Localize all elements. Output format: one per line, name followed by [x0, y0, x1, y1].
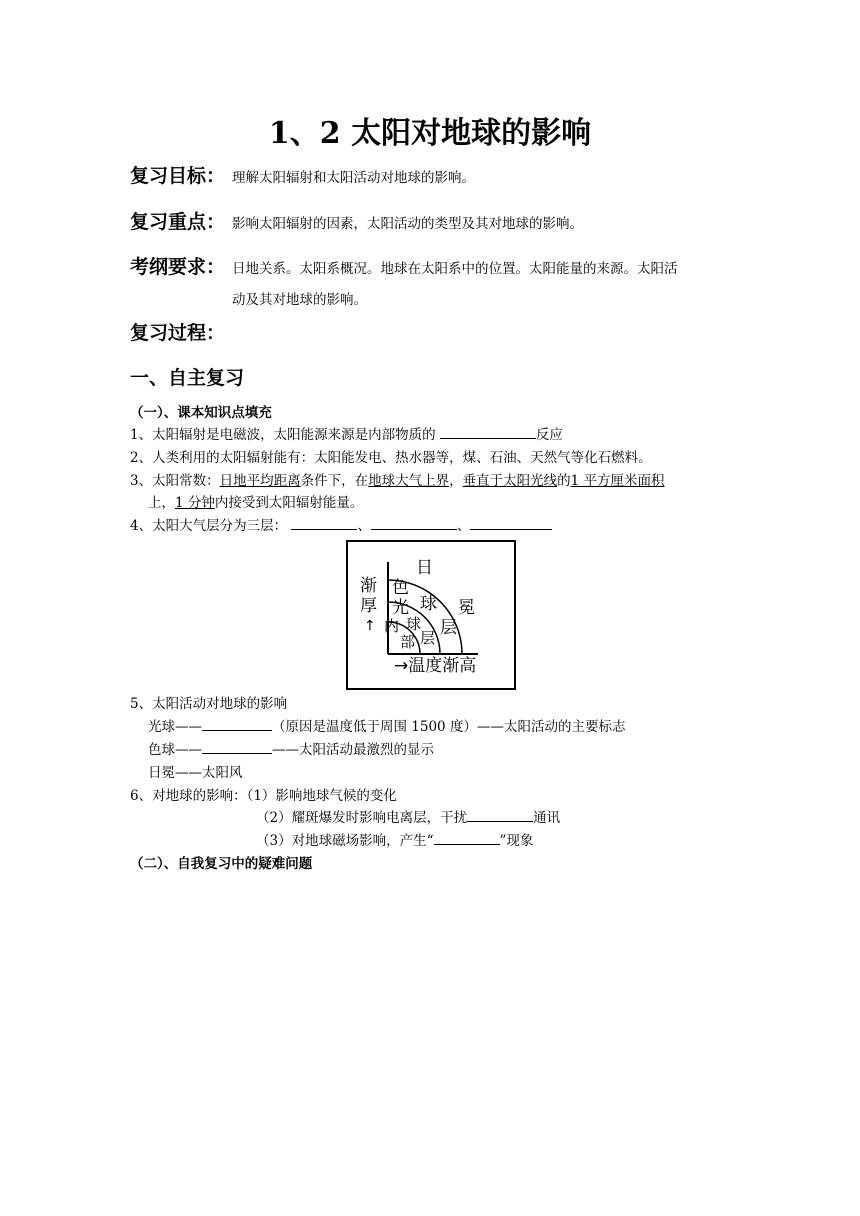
q5-line2	[148, 738, 434, 758]
q5-title: 5、太阳活动对地球的影响	[130, 696, 288, 712]
diagram-side-2: 厚	[360, 596, 377, 616]
q6-b-pre: （2）耀斑爆发时影响电离层，干扰	[256, 810, 468, 826]
q3-k: 内接受到太阳辐射能量。	[214, 495, 364, 511]
q6-line3	[256, 829, 533, 849]
syllabus-label: 考纲要求：	[130, 256, 226, 278]
q6-line2	[256, 806, 560, 826]
q6-c-pre: （3）对地球磁场影响，产生“	[256, 833, 434, 849]
process-label: 复习过程：	[130, 322, 226, 344]
q6-blank-1[interactable]	[467, 807, 533, 822]
q3-b: 日地平均距离	[219, 473, 301, 489]
q1-suffix: 反应	[535, 427, 563, 443]
q3-a: 3、太阳常数：	[130, 473, 220, 489]
q3-line2	[148, 491, 363, 511]
q5-line1	[148, 715, 625, 735]
q5-line3: 日冕——太阳风	[148, 765, 243, 781]
q4-sep-1: 、	[357, 518, 371, 534]
goal-label: 复习目标：	[130, 165, 226, 187]
section1-title: 一、自主复习	[130, 367, 245, 389]
q5-l1-a: 光球——	[148, 719, 202, 735]
diagram-side-1: 渐	[360, 576, 377, 596]
q5-l2-a: 色球——	[148, 742, 202, 758]
diagram-bottom-label: →温度渐高	[394, 656, 477, 676]
q4-blank-2[interactable]	[371, 515, 457, 530]
part1-title: （一）、课本知识点填充	[130, 405, 272, 421]
diagram-inner-2: 光	[392, 598, 409, 618]
q6-line1: 6、对地球的影响：（1）影响地球气候的变化	[130, 788, 397, 804]
focus-text: 影响太阳辐射的因素，太阳活动的类型及其对地球的影响。	[232, 216, 583, 232]
q1	[130, 423, 563, 443]
q4-sep-2: 、	[456, 518, 471, 534]
diagram-inner-4: 内	[384, 617, 400, 635]
focus-label: 复习重点：	[130, 211, 226, 233]
q3-h: 1 平方厘米面积	[570, 473, 665, 489]
diagram-inner-7: 层	[420, 629, 436, 647]
q3-e: ，	[449, 473, 463, 489]
q6-b-post: 通讯	[533, 810, 561, 826]
diagram-side-arrow: ↑	[364, 618, 376, 634]
q5-l2-b: ——太阳活动最激烈的显示	[272, 742, 434, 758]
q6-blank-2[interactable]	[434, 830, 500, 845]
diagram-inner-5: 部	[400, 633, 416, 651]
q3-c: 条件下，在	[300, 473, 369, 489]
q3-line1	[130, 469, 664, 489]
q4-blank-1[interactable]	[291, 515, 357, 530]
q3-d: 地球大气上界	[368, 473, 450, 489]
syllabus-text-2: 动及其对地球的影响。	[232, 292, 367, 308]
diagram-inner-6: 球	[406, 615, 422, 633]
q1-prefix: 1、太阳辐射是电磁波，太阳能源来源是内部物质的	[130, 427, 436, 443]
q3-j: 1 分钟	[175, 495, 215, 511]
q2: 2、人类利用的太阳辐射能有：太阳能发电、热水器等，煤、石油、天然气等化石燃料。	[130, 450, 652, 466]
q5-l1-b: （原因是温度低于周围 1500 度）——太阳活动的主要标志	[272, 719, 626, 735]
q3-g: 的	[557, 473, 571, 489]
q4	[130, 514, 552, 534]
diagram-inner-8: 冕	[458, 598, 475, 618]
goal-text: 理解太阳辐射和太阳活动对地球的影响。	[232, 170, 475, 186]
diagram-inner-3: 球	[420, 594, 437, 614]
syllabus-text-1: 日地关系。太阳系概况。地球在太阳系中的位置。太阳能量的来源。太阳活	[232, 261, 678, 277]
diagram-sun-label: 日	[416, 558, 433, 578]
q4-prefix: 4、太阳大气层分为三层：	[130, 518, 288, 534]
q3-i: 上，	[148, 495, 175, 511]
q5-blank-2[interactable]	[202, 739, 272, 754]
q1-blank[interactable]	[440, 424, 536, 439]
q5-blank-1[interactable]	[202, 716, 272, 731]
diagram-inner-9: 层	[440, 618, 457, 638]
q3-f: 垂直于太阳光线	[462, 473, 558, 489]
part2-title: （二）、自我复习中的疑难问题	[130, 856, 313, 872]
diagram-inner-1: 色	[392, 578, 409, 598]
page-title: 1、2 太阳对地球的影响	[268, 116, 592, 151]
q6-c-post: ”现象	[499, 833, 534, 849]
q4-blank-3[interactable]	[470, 515, 552, 530]
sun-atmosphere-diagram	[346, 540, 516, 690]
